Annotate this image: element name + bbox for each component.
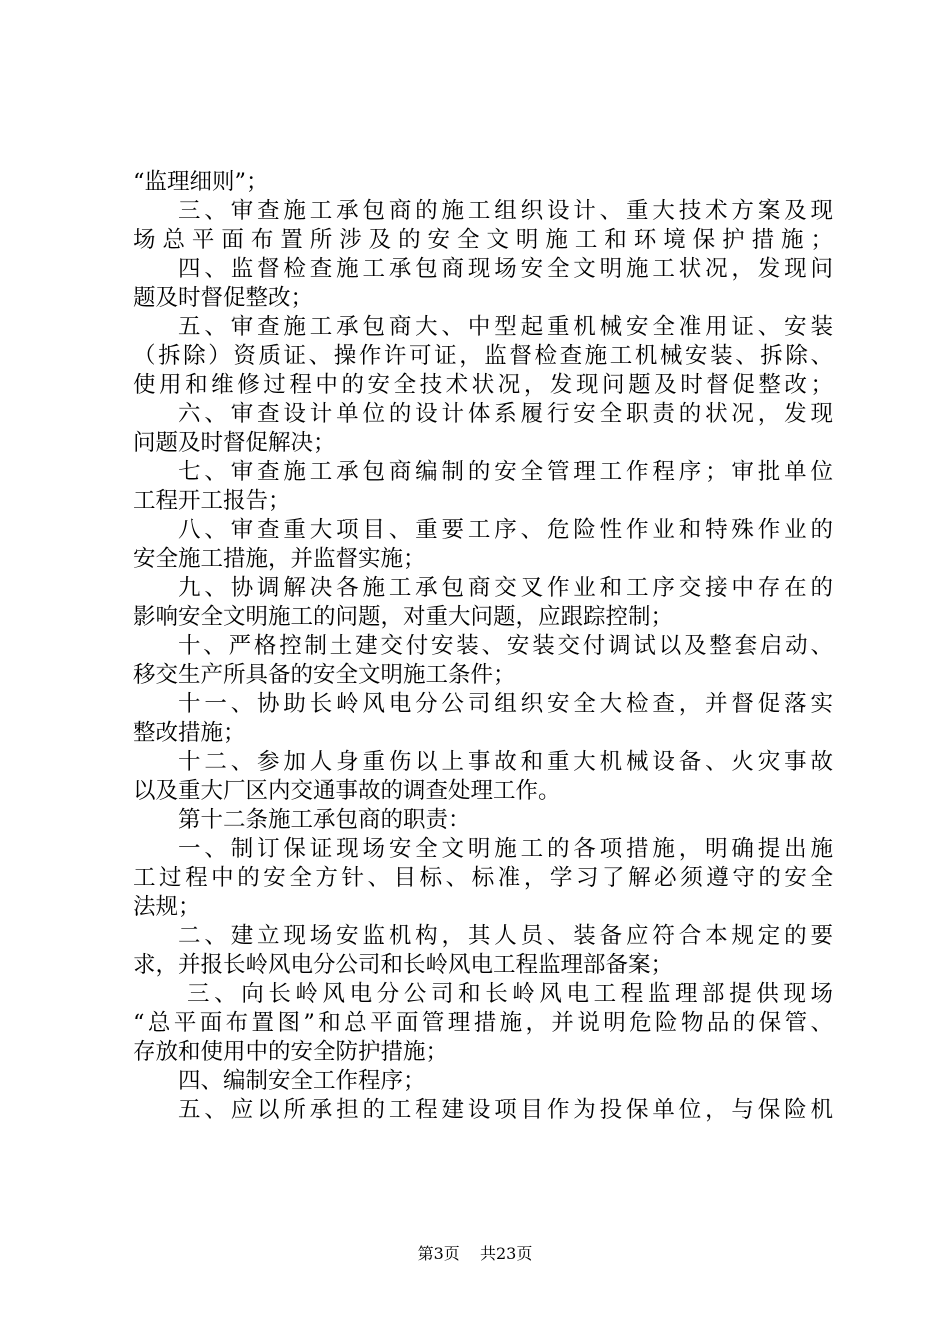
text-line: 工程开工报告；: [133, 488, 291, 514]
text-line: 五、审查施工承包商大、中型起重机械安全准用证、安装: [178, 314, 833, 340]
text-line: 三、审查施工承包商的施工组织设计、重大技术方案及现: [178, 198, 833, 224]
page-number: 第3页: [417, 1244, 460, 1263]
text-line: 法规；: [133, 894, 201, 920]
text-line: 十、严格控制土建交付安装、安装交付调试以及整套启动、: [178, 633, 833, 659]
text-line: 影响安全文明施工的问题，对重大问题，应跟踪控制；: [133, 604, 674, 630]
text-line: 九、协调解决各施工承包商交叉作业和工序交接中存在的: [178, 575, 833, 601]
text-line: 第十二条施工承包商的职责：: [178, 807, 471, 833]
text-line: 场总平面布置所涉及的安全文明施工和环境保护措施；: [133, 227, 833, 253]
text-line: 移交生产所具备的安全文明施工条件；: [133, 662, 516, 688]
text-line: 以及重大厂区内交通事故的调查处理工作。: [133, 778, 561, 804]
text-line: 二、建立现场安监机构，其人员、装备应符合本规定的要: [178, 923, 833, 949]
text-line: 六、审查设计单位的设计体系履行安全职责的状况，发现: [178, 401, 833, 427]
text-line: 五、应以所承担的工程建设项目作为投保单位，与保险机: [178, 1097, 833, 1123]
text-line: 七、审查施工承包商编制的安全管理工作程序；审批单位: [178, 459, 833, 485]
text-line: 整改措施；: [133, 720, 246, 746]
text-line: “总平面布置图”和总平面管理措施，并说明危险物品的保管、: [133, 1010, 833, 1036]
text-line: 存放和使用中的安全防护措施；: [133, 1039, 449, 1065]
text-line: 十一、协助长岭风电分公司组织安全大检查，并督促落实: [178, 691, 833, 717]
text-line: 四、编制安全工作程序；: [178, 1068, 426, 1094]
text-line: 三、向长岭风电分公司和长岭风电工程监理部提供现场: [187, 981, 833, 1007]
text-line: （拆除）资质证、操作许可证，监督检查施工机械安装、拆除、: [133, 343, 833, 369]
text-line: 一、制订保证现场安全文明施工的各项措施，明确提出施: [178, 836, 833, 862]
text-line: 问题及时督促解决；: [133, 430, 336, 456]
text-line: 工过程中的安全方针、目标、标准，学习了解必须遵守的安全: [133, 865, 833, 891]
total-pages: 共23页: [480, 1244, 533, 1263]
text-line: 八、审查重大项目、重要工序、危险性作业和特殊作业的: [178, 517, 833, 543]
text-line: 题及时督促整改；: [133, 285, 314, 311]
body-text: [133, 168, 833, 1125]
text-line: 安全施工措施，并监督实施；: [133, 546, 426, 572]
text-line: 十二、参加人身重伤以上事故和重大机械设备、火灾事故: [178, 749, 833, 775]
text-line: 使用和维修过程中的安全技术状况，发现问题及时督促整改；: [133, 372, 833, 398]
text-line: 求，并报长岭风电分公司和长岭风电工程监理部备案；: [133, 952, 674, 978]
page-footer: [0, 1244, 950, 1264]
text-line: “监理细则”；: [133, 169, 269, 195]
text-line: 四、监督检查施工承包商现场安全文明施工状况，发现问: [178, 256, 833, 282]
